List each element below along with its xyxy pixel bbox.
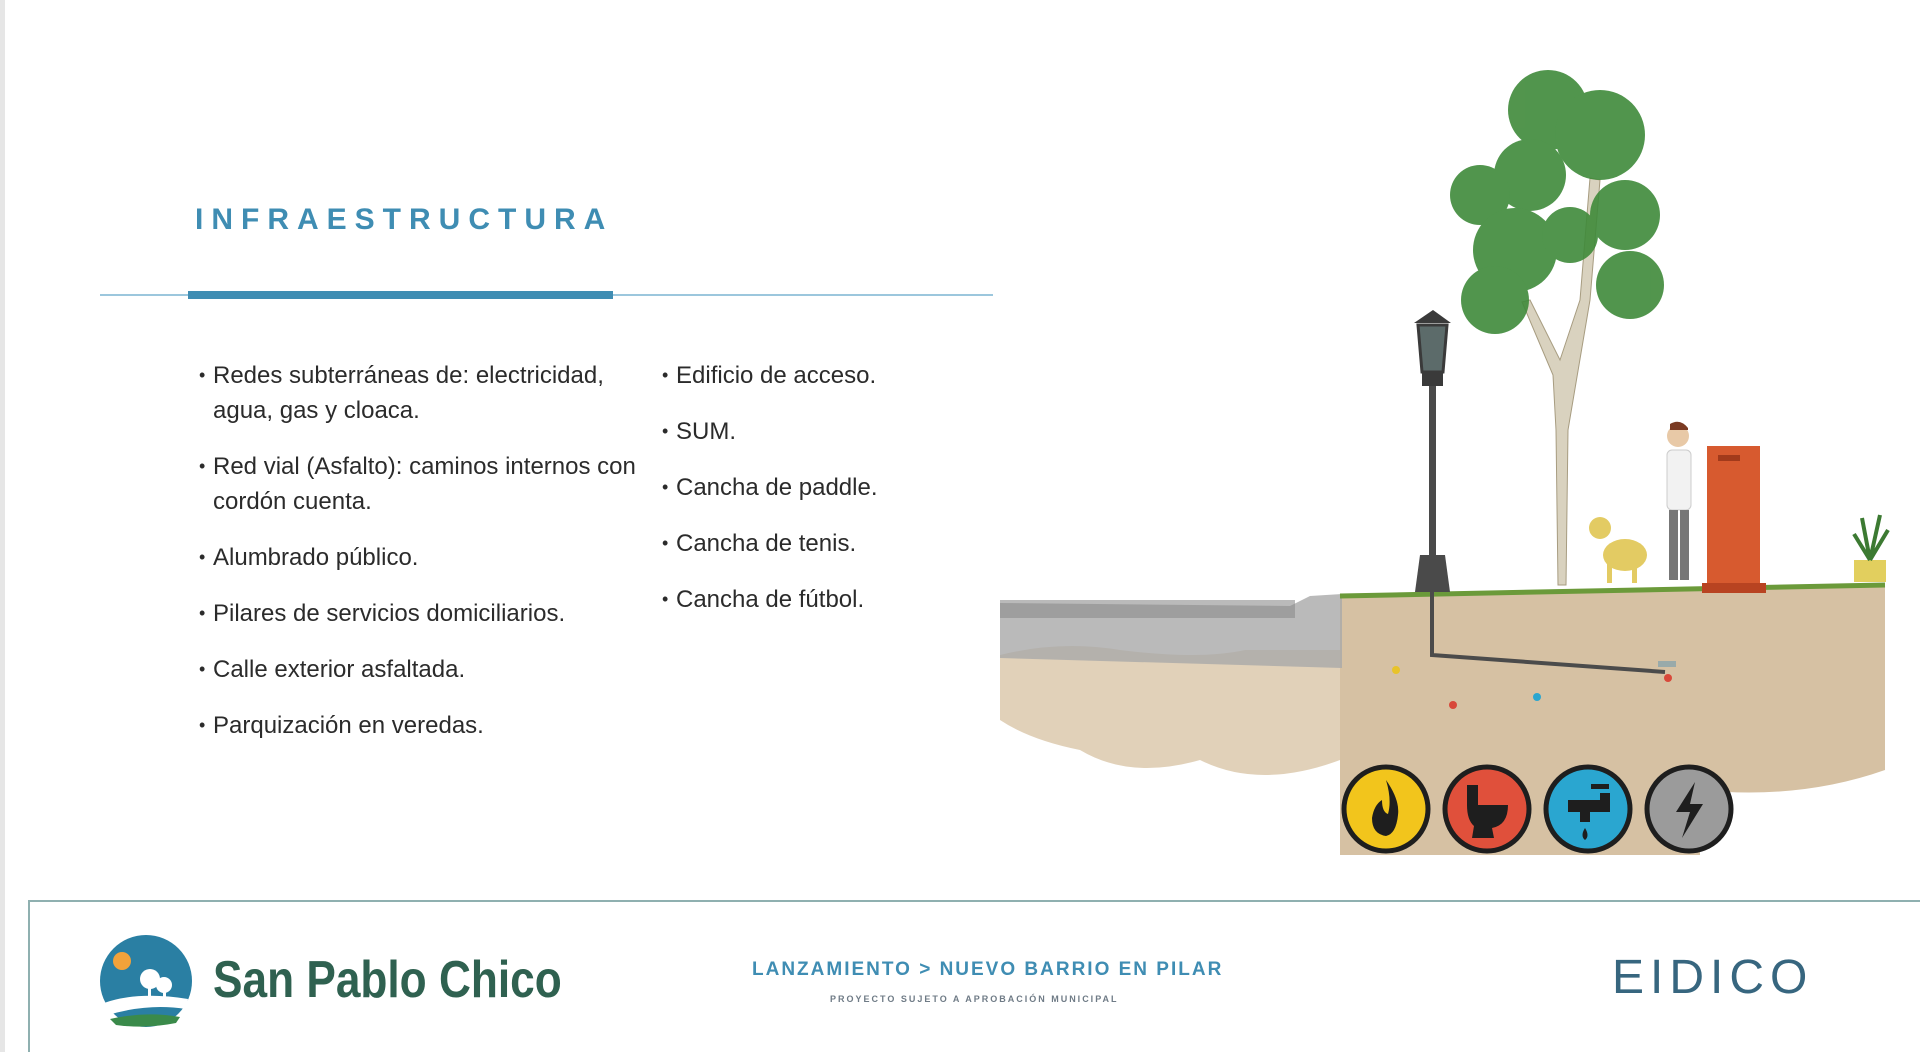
- water-pipe-dot: [1533, 693, 1541, 701]
- pipe-dot: [1664, 674, 1672, 682]
- tree-canopy: [1450, 70, 1664, 334]
- list-item: • Cancha de fútbol.: [662, 582, 962, 617]
- water-faucet-icon: [1546, 767, 1630, 851]
- sewer-pipe-dot: [1449, 701, 1457, 709]
- lamp-post-base: [1415, 555, 1450, 592]
- footer-note: PROYECTO SUJETO A APROBACIÓN MUNICIPAL: [830, 994, 1119, 1004]
- lamp-post-pole: [1429, 385, 1436, 555]
- list-item: • Edificio de acceso.: [662, 358, 962, 393]
- slide-title: INFRAESTRUCTURA: [195, 203, 614, 236]
- electricity-bolt-icon: [1647, 767, 1731, 851]
- list-item: • Pilares de servicios domiciliarios.: [199, 596, 639, 631]
- list-item: • Calle exterior asfaltada.: [199, 652, 639, 687]
- company-logo: EIDICO: [1612, 951, 1814, 1004]
- asphalt-layer: [1000, 600, 1295, 618]
- person-figure: [1667, 422, 1691, 580]
- title-underline-accent: [188, 291, 613, 299]
- lamp-cap: [1414, 310, 1451, 323]
- list-item: • Red vial (Asfalto): caminos internos con cordón cuenta.: [199, 449, 639, 519]
- pillar-base: [1702, 583, 1766, 593]
- footer-tagline: LANZAMIENTO > NUEVO BARRIO EN PILAR: [752, 959, 1224, 980]
- gas-pipe-dot: [1392, 666, 1400, 674]
- gas-flame-icon: [1344, 767, 1428, 851]
- amenities-list-right: [662, 358, 962, 638]
- pillar-meter: [1718, 455, 1740, 461]
- plant-leaves: [1854, 515, 1888, 560]
- list-item: • Cancha de paddle.: [662, 470, 962, 505]
- infrastructure-list-left: [199, 358, 639, 764]
- lamp-icon: [1418, 325, 1447, 372]
- list-item: • Cancha de tenis.: [662, 526, 962, 561]
- infrastructure-illustration: [990, 60, 1900, 860]
- list-item: • Alumbrado público.: [199, 540, 639, 575]
- plant-pot: [1854, 560, 1886, 582]
- left-edge-border: [0, 0, 5, 1052]
- list-item: • SUM.: [662, 414, 962, 449]
- lamp-neck: [1422, 372, 1443, 386]
- dog-figure: [1589, 517, 1647, 583]
- list-item: • Redes subterráneas de: electricidad, agua, gas y cloaca.: [199, 358, 639, 428]
- toilet-icon: [1445, 767, 1529, 851]
- service-pillar: [1707, 446, 1760, 584]
- pipe-end: [1658, 661, 1676, 667]
- brand-name: San Pablo Chico: [213, 951, 562, 1009]
- san-pablo-chico-logo: [98, 933, 194, 1029]
- list-item: • Parquización en veredas.: [199, 708, 639, 743]
